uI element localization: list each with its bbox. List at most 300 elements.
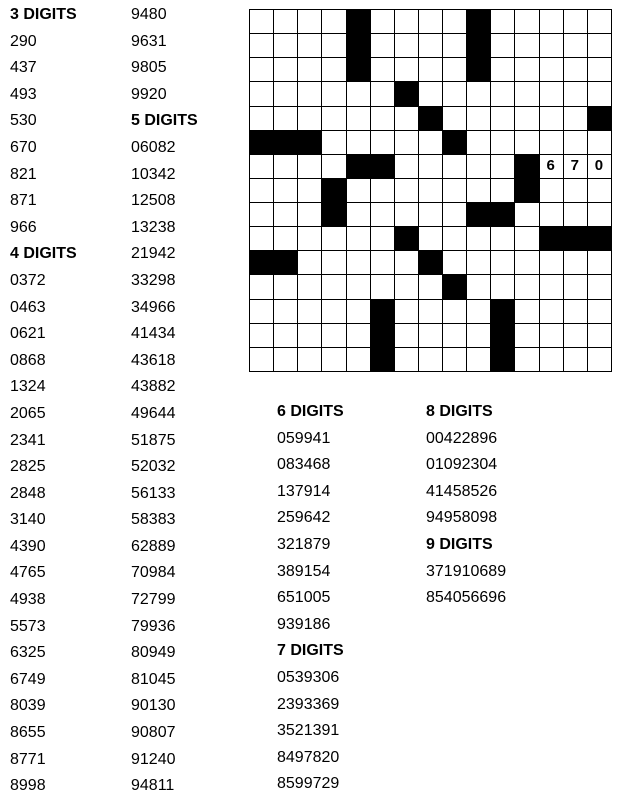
number-entry: 2848: [10, 484, 46, 502]
black-cell: [563, 226, 588, 251]
grid-cell[interactable]: [490, 33, 515, 58]
length-heading: 4 DIGITS: [10, 245, 77, 263]
grid-cell[interactable]: [563, 106, 588, 131]
grid-cell[interactable]: [297, 154, 322, 179]
black-cell: [370, 347, 395, 372]
grid-cell[interactable]: [587, 178, 612, 203]
black-cell: [466, 33, 491, 58]
grid-cell[interactable]: [394, 299, 419, 324]
number-entry: 43618: [131, 351, 176, 369]
black-cell: [249, 250, 274, 275]
number-entry: 259642: [277, 509, 331, 527]
grid-cell[interactable]: [490, 9, 515, 34]
grid-cell[interactable]: [442, 299, 467, 324]
grid-cell[interactable]: [490, 154, 515, 179]
grid-cell[interactable]: [273, 347, 298, 372]
black-cell: [370, 299, 395, 324]
number-entry: 80949: [131, 644, 176, 662]
grid-cell[interactable]: [418, 33, 443, 58]
number-entry: 06082: [131, 138, 176, 156]
number-entry: 81045: [131, 670, 176, 688]
length-heading: 9 DIGITS: [426, 535, 493, 553]
grid-cell[interactable]: [370, 9, 395, 34]
grid-cell[interactable]: [466, 274, 491, 299]
number-entry: 059941: [277, 429, 331, 447]
black-cell: [273, 130, 298, 155]
number-entry: 0868: [10, 351, 46, 369]
black-cell: [442, 274, 467, 299]
number-entry: 437: [10, 59, 37, 77]
grid-cell[interactable]: [394, 57, 419, 82]
grid-cell[interactable]: [321, 81, 346, 106]
grid-cell[interactable]: [514, 347, 539, 372]
grid-cell[interactable]: [563, 9, 588, 34]
grid-cell[interactable]: [539, 178, 564, 203]
number-entry: 871: [10, 192, 37, 210]
number-entry: 137914: [277, 482, 331, 500]
grid-cell[interactable]: [321, 130, 346, 155]
number-entry: 51875: [131, 431, 176, 449]
number-entry: 10342: [131, 165, 176, 183]
grid-cell[interactable]: [490, 178, 515, 203]
length-heading: 3 DIGITS: [10, 6, 77, 23]
grid-cell[interactable]: [563, 33, 588, 58]
number-entry: 0621: [10, 325, 46, 343]
grid-cell[interactable]: [587, 274, 612, 299]
grid-cell[interactable]: [394, 250, 419, 275]
number-entry: 670: [10, 138, 37, 156]
grid-cell[interactable]: [418, 202, 443, 227]
black-cell: [370, 154, 395, 179]
grid-cell[interactable]: [273, 154, 298, 179]
grid-cell[interactable]: [563, 250, 588, 275]
grid-cell[interactable]: [370, 178, 395, 203]
grid-cell[interactable]: [249, 106, 274, 131]
grid-cell[interactable]: [297, 250, 322, 275]
grid-cell[interactable]: [321, 274, 346, 299]
grid-cell[interactable]: [442, 33, 467, 58]
grid-cell[interactable]: [321, 57, 346, 82]
grid-cell[interactable]: [587, 323, 612, 348]
grid-cell[interactable]: [297, 274, 322, 299]
grid-cell[interactable]: [514, 202, 539, 227]
number-entry: 5573: [10, 617, 46, 635]
black-cell: [587, 106, 612, 131]
number-entry: 79936: [131, 617, 176, 635]
grid-cell[interactable]: [587, 250, 612, 275]
number-entry: 530: [10, 112, 37, 130]
grid-cell[interactable]: [297, 9, 322, 34]
grid-cell[interactable]: [321, 347, 346, 372]
number-entry: 41434: [131, 325, 176, 343]
grid-cell[interactable]: [249, 178, 274, 203]
grid-cell[interactable]: [249, 9, 274, 34]
grid-cell[interactable]: [442, 250, 467, 275]
grid-cell[interactable]: [442, 226, 467, 251]
grid-cell[interactable]: [514, 130, 539, 155]
number-entry: 9920: [131, 85, 167, 103]
grid-cell[interactable]: [514, 33, 539, 58]
grid-cell[interactable]: [297, 226, 322, 251]
grid-cell[interactable]: [249, 299, 274, 324]
grid-cell[interactable]: [587, 57, 612, 82]
black-cell: [514, 154, 539, 179]
grid-cell[interactable]: [539, 347, 564, 372]
grid-cell[interactable]: [321, 106, 346, 131]
black-cell: [466, 57, 491, 82]
grid-cell[interactable]: [466, 347, 491, 372]
number-entry: 4390: [10, 537, 46, 555]
number-entry: 371910689: [426, 562, 507, 580]
grid-cell[interactable]: [466, 106, 491, 131]
number-entry: 321879: [277, 535, 331, 553]
black-cell: [539, 226, 564, 251]
grid-cell[interactable]: [297, 33, 322, 58]
grid-cell[interactable]: [346, 81, 371, 106]
number-entry: 0463: [10, 298, 46, 316]
grid-cell[interactable]: [370, 57, 395, 82]
grid-cell[interactable]: [490, 226, 515, 251]
black-cell: [273, 250, 298, 275]
number-entry: 34966: [131, 298, 176, 316]
black-cell: [442, 130, 467, 155]
grid-cell[interactable]: [442, 178, 467, 203]
grid-cell[interactable]: [514, 81, 539, 106]
grid-cell[interactable]: [563, 202, 588, 227]
number-entry: 90807: [131, 724, 176, 742]
number-entry: 8655: [10, 724, 46, 742]
black-cell: [346, 9, 371, 34]
grid-cell[interactable]: [249, 274, 274, 299]
grid-cell[interactable]: [418, 274, 443, 299]
grid-cell[interactable]: [490, 250, 515, 275]
grid-cell[interactable]: [514, 106, 539, 131]
number-entry: 00422896: [426, 429, 498, 447]
grid-cell[interactable]: [466, 154, 491, 179]
number-entry: 6325: [10, 644, 46, 662]
grid-cell[interactable]: [442, 81, 467, 106]
grid-cell[interactable]: [466, 226, 491, 251]
grid-cell[interactable]: [563, 323, 588, 348]
grid-cell[interactable]: [273, 9, 298, 34]
number-entry: 94811: [131, 777, 175, 795]
grid-cell[interactable]: [587, 299, 612, 324]
grid-cell[interactable]: [394, 106, 419, 131]
grid-cell[interactable]: [418, 226, 443, 251]
number-entry: 94958098: [426, 509, 498, 527]
grid-cell[interactable]: [370, 250, 395, 275]
number-entry: 9805: [131, 59, 167, 77]
grid-cell[interactable]: [394, 202, 419, 227]
grid-cell[interactable]: [249, 33, 274, 58]
grid-cell[interactable]: [249, 154, 274, 179]
grid-cell[interactable]: [563, 299, 588, 324]
grid-cell[interactable]: [394, 33, 419, 58]
grid-cell[interactable]: [514, 299, 539, 324]
grid-cell[interactable]: [490, 274, 515, 299]
black-cell: [418, 250, 443, 275]
grid-cell[interactable]: [394, 347, 419, 372]
grid-cell[interactable]: [490, 81, 515, 106]
given-digit: 6: [546, 157, 555, 175]
grid-cell[interactable]: [346, 226, 371, 251]
grid-cell[interactable]: [273, 81, 298, 106]
grid-cell[interactable]: [514, 250, 539, 275]
number-entry: 083468: [277, 456, 331, 474]
grid-cell[interactable]: [418, 130, 443, 155]
grid-cell[interactable]: [466, 130, 491, 155]
grid-cell[interactable]: [418, 57, 443, 82]
word-list-column-d: [426, 399, 506, 612]
grid-cell[interactable]: [466, 178, 491, 203]
grid-cell[interactable]: [273, 299, 298, 324]
grid-cell[interactable]: [370, 130, 395, 155]
number-entry: 91240: [131, 750, 176, 768]
grid-cell[interactable]: [587, 130, 612, 155]
black-cell: [346, 33, 371, 58]
grid-cell[interactable]: [321, 299, 346, 324]
grid-cell[interactable]: [563, 130, 588, 155]
grid-cell[interactable]: [346, 274, 371, 299]
grid-cell[interactable]: [442, 154, 467, 179]
grid-cell[interactable]: [539, 57, 564, 82]
number-entry: 49644: [131, 404, 176, 422]
number-entry: 56133: [131, 484, 176, 502]
number-entry: 4765: [10, 564, 46, 582]
grid-cell[interactable]: [346, 178, 371, 203]
black-cell: [249, 130, 274, 155]
grid-cell[interactable]: [346, 106, 371, 131]
grid-cell[interactable]: [539, 250, 564, 275]
grid-cell[interactable]: [346, 202, 371, 227]
word-list-column-b: [131, 2, 198, 800]
grid-cell[interactable]: [490, 130, 515, 155]
word-list-column-c: [277, 399, 344, 798]
grid-cell[interactable]: [418, 347, 443, 372]
grid-cell[interactable]: [514, 9, 539, 34]
grid-cell[interactable]: [514, 57, 539, 82]
number-entry: 2341: [10, 431, 46, 449]
grid-cell[interactable]: [514, 274, 539, 299]
grid-cell[interactable]: [273, 202, 298, 227]
grid-cell[interactable]: [273, 226, 298, 251]
grid-cell[interactable]: [466, 250, 491, 275]
grid-cell[interactable]: [539, 106, 564, 131]
grid-cell[interactable]: [442, 347, 467, 372]
grid-cell[interactable]: [249, 57, 274, 82]
black-cell: [321, 178, 346, 203]
grid-cell[interactable]: [321, 226, 346, 251]
grid-cell[interactable]: [539, 274, 564, 299]
grid-cell[interactable]: [370, 274, 395, 299]
grid-cell[interactable]: [539, 299, 564, 324]
number-entry: 966: [10, 218, 37, 236]
black-cell: [370, 323, 395, 348]
grid-cell[interactable]: [442, 57, 467, 82]
grid-cell[interactable]: [563, 81, 588, 106]
grid-cell[interactable]: [273, 274, 298, 299]
number-entry: 0372: [10, 271, 46, 289]
grid-cell[interactable]: [466, 299, 491, 324]
number-entry: 821: [10, 165, 37, 183]
grid-cell[interactable]: [563, 57, 588, 82]
grid-cell[interactable]: [297, 202, 322, 227]
grid-cell[interactable]: [442, 106, 467, 131]
grid-cell[interactable]: [346, 130, 371, 155]
grid-cell[interactable]: [273, 106, 298, 131]
grid-cell[interactable]: [249, 347, 274, 372]
grid-cell[interactable]: [539, 9, 564, 34]
grid-cell[interactable]: [442, 202, 467, 227]
number-entry: 389154: [277, 562, 331, 580]
black-cell: [490, 299, 515, 324]
grid-cell[interactable]: [514, 323, 539, 348]
grid-cell[interactable]: [249, 323, 274, 348]
black-cell: [466, 9, 491, 34]
number-entry: 12508: [131, 192, 176, 210]
black-cell: [346, 57, 371, 82]
number-entry: 13238: [131, 218, 176, 236]
grid-cell[interactable]: [539, 81, 564, 106]
grid-cell[interactable]: [539, 323, 564, 348]
grid-cell[interactable]: [273, 323, 298, 348]
grid-cell[interactable]: [249, 202, 274, 227]
grid-cell[interactable]: [321, 33, 346, 58]
grid-cell[interactable]: [297, 323, 322, 348]
black-cell: [297, 130, 322, 155]
grid-cell[interactable]: [394, 130, 419, 155]
grid-cell[interactable]: [249, 226, 274, 251]
grid-cell[interactable]: [370, 202, 395, 227]
grid-cell[interactable]: [321, 9, 346, 34]
black-cell: [490, 202, 515, 227]
grid-cell[interactable]: [418, 154, 443, 179]
grid-cell[interactable]: [490, 106, 515, 131]
grid-cell[interactable]: [273, 178, 298, 203]
number-entry: 8039: [10, 697, 46, 715]
grid-cell[interactable]: [370, 33, 395, 58]
grid-cell[interactable]: [297, 57, 322, 82]
length-heading: 5 DIGITS: [131, 112, 198, 130]
grid-cell[interactable]: [514, 226, 539, 251]
grid-cell[interactable]: [539, 33, 564, 58]
grid-cell[interactable]: [394, 178, 419, 203]
grid-cell[interactable]: [370, 106, 395, 131]
black-cell: [466, 202, 491, 227]
grid-cell[interactable]: [418, 178, 443, 203]
length-heading: 7 DIGITS: [277, 642, 344, 660]
number-entry: 6749: [10, 670, 46, 688]
grid-cell[interactable]: [466, 323, 491, 348]
grid-cell[interactable]: [297, 178, 322, 203]
grid-cell[interactable]: [394, 9, 419, 34]
number-fill-grid: [249, 9, 611, 371]
grid-cell[interactable]: [587, 81, 612, 106]
grid-cell[interactable]: [346, 347, 371, 372]
grid-cell[interactable]: [297, 81, 322, 106]
number-entry: 43882: [131, 378, 176, 396]
grid-cell[interactable]: [563, 274, 588, 299]
grid-cell[interactable]: [442, 9, 467, 34]
number-entry: 4938: [10, 591, 46, 609]
grid-cell[interactable]: [587, 202, 612, 227]
grid-cell[interactable]: [321, 154, 346, 179]
number-entry: 8599729: [277, 775, 340, 793]
grid-cell[interactable]: [321, 323, 346, 348]
grid-cell[interactable]: [394, 274, 419, 299]
grid-cell[interactable]: [394, 323, 419, 348]
grid-cell[interactable]: [370, 81, 395, 106]
number-entry: 52032: [131, 458, 176, 476]
number-entry: 1324: [10, 378, 46, 396]
grid-cell[interactable]: [539, 130, 564, 155]
black-cell: [514, 178, 539, 203]
word-list-column-a: [10, 2, 77, 800]
grid-cell[interactable]: [563, 178, 588, 203]
number-entry: 21942: [131, 245, 176, 263]
grid-cell[interactable]: [418, 323, 443, 348]
grid-cell[interactable]: [297, 106, 322, 131]
grid-cell[interactable]: [466, 81, 491, 106]
number-entry: 2393369: [277, 695, 340, 713]
number-entry: 8497820: [277, 748, 340, 766]
number-entry: 0539306: [277, 668, 340, 686]
number-entry: 3140: [10, 511, 46, 529]
length-heading: 8 DIGITS: [426, 403, 493, 420]
grid-cell[interactable]: [273, 33, 298, 58]
black-cell: [394, 81, 419, 106]
grid-cell[interactable]: [442, 323, 467, 348]
number-entry: 854056696: [426, 589, 507, 607]
grid-cell[interactable]: [297, 299, 322, 324]
grid-cell[interactable]: [346, 299, 371, 324]
number-entry: 58383: [131, 511, 176, 529]
grid-cell[interactable]: [587, 347, 612, 372]
number-entry: 41458526: [426, 482, 498, 500]
given-digit: 7: [570, 157, 579, 175]
grid-cell[interactable]: [321, 250, 346, 275]
grid-cell[interactable]: [418, 299, 443, 324]
black-cell: [587, 226, 612, 251]
number-entry: 70984: [131, 564, 176, 582]
number-entry: 8771: [10, 750, 46, 768]
grid-cell[interactable]: [539, 202, 564, 227]
grid-cell[interactable]: [273, 57, 298, 82]
number-entry: 493: [10, 85, 37, 103]
grid-cell[interactable]: [249, 81, 274, 106]
grid-cell[interactable]: [563, 347, 588, 372]
number-entry: 651005: [277, 589, 331, 607]
grid-cell[interactable]: [418, 9, 443, 34]
grid-cell[interactable]: [297, 347, 322, 372]
grid-cell[interactable]: [346, 250, 371, 275]
number-entry: 9631: [131, 32, 167, 50]
grid-cell[interactable]: [587, 9, 612, 34]
number-entry: 939186: [277, 615, 331, 633]
number-entry: 33298: [131, 271, 176, 289]
grid-cell[interactable]: [394, 154, 419, 179]
grid-cell[interactable]: [370, 226, 395, 251]
grid-cell[interactable]: [346, 323, 371, 348]
length-heading: 6 DIGITS: [277, 403, 344, 420]
grid-cell[interactable]: [490, 57, 515, 82]
black-cell: [394, 226, 419, 251]
grid-cell[interactable]: [418, 81, 443, 106]
black-cell: [346, 154, 371, 179]
number-entry: 72799: [131, 591, 176, 609]
grid-cell[interactable]: [587, 33, 612, 58]
number-entry: 01092304: [426, 456, 498, 474]
